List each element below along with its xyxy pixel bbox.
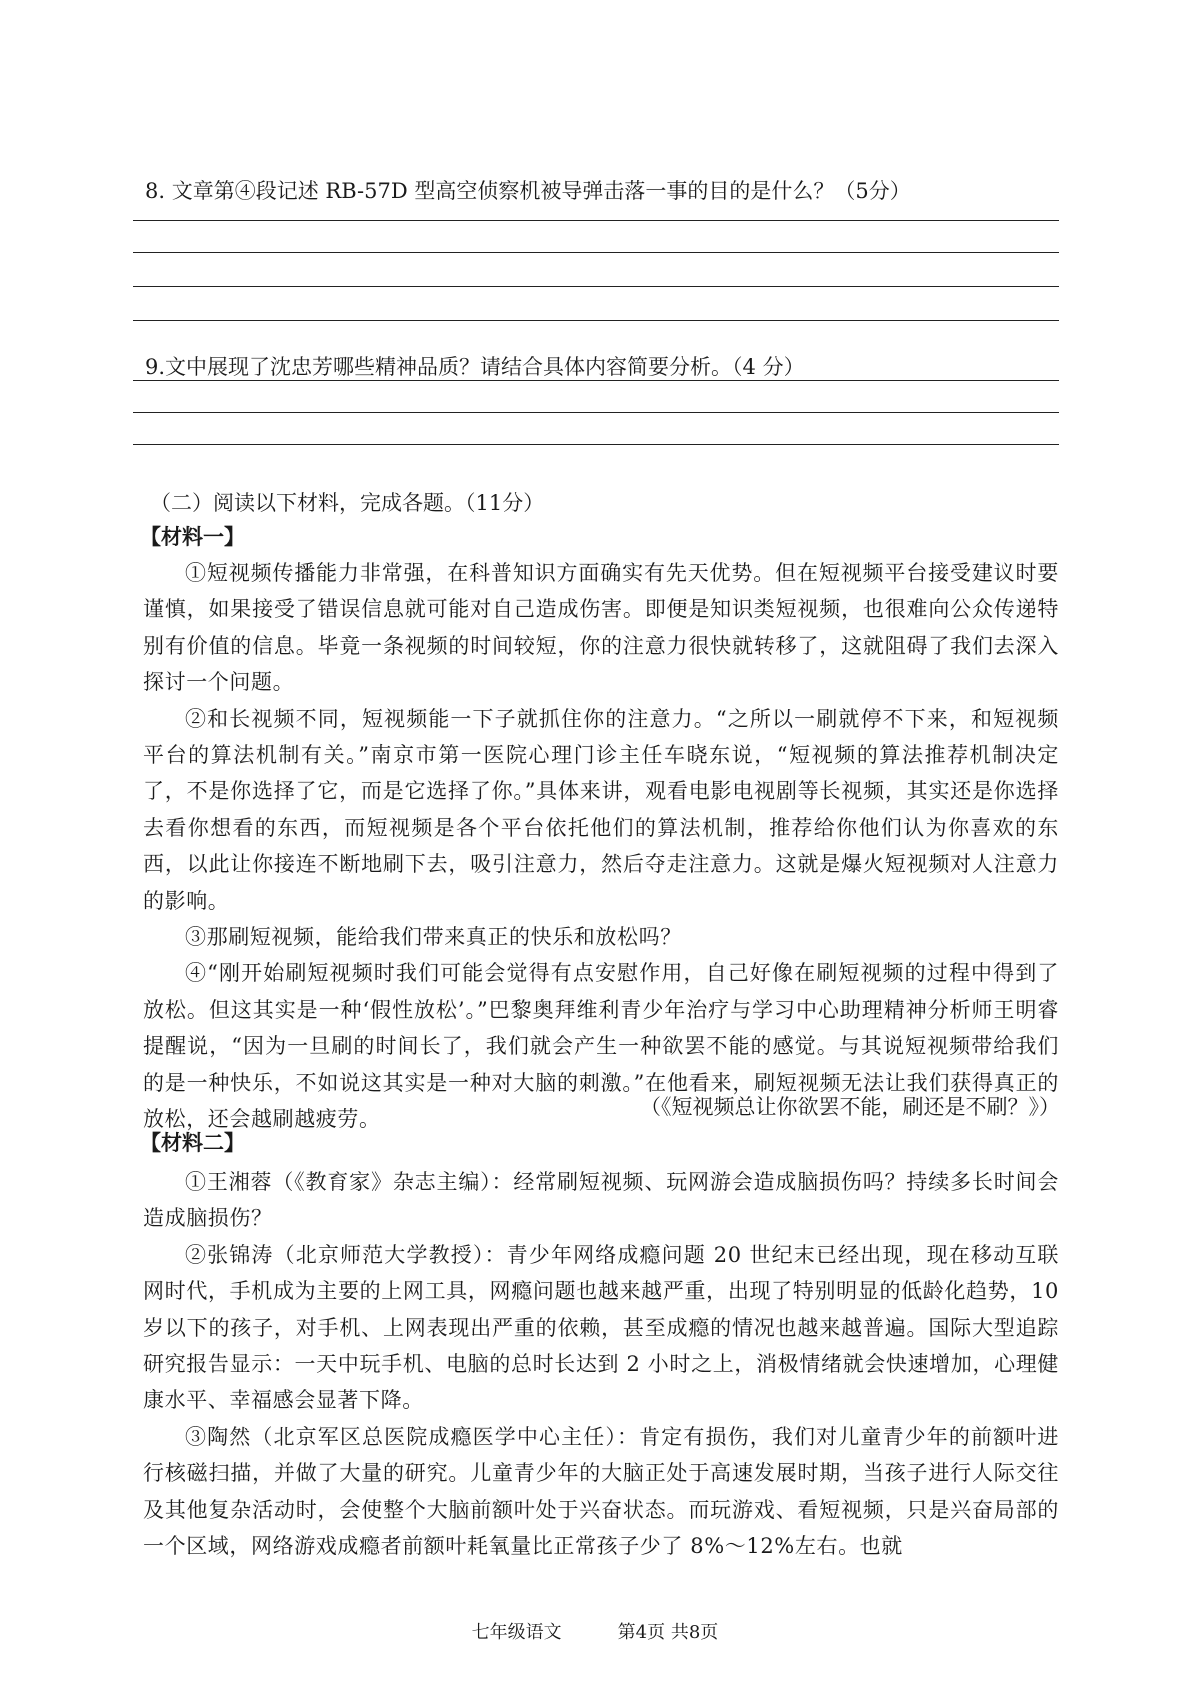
- material-2-text: [143, 1164, 1059, 1564]
- question-8: 8. 文章第④段记述 RB-57D 型高空侦察机被导弹击落一事的目的是什么？（5分）: [145, 179, 911, 203]
- material-1-text: [143, 555, 1059, 1138]
- paragraph: ②和长视频不同，短视频能一下子就抓住你的注意力。“之所以一刷就停不下来，和短视频平台的算法机制有关。”南京市第一医院心理门诊主任车晓东说，“短视频的算法推荐机制决定了，不是你选择了它，而是它选择了你。”具体来讲，观看电影电视剧等长视频，其实还是你选择去看你想看的东西，而短视频是各个平台依托他们的算法机制，推荐给你他们认为你喜欢的东西，以此让你接连不断地刷下去，吸引注意力，然后夺走注意力。这就是爆火短视频对人注意力的影响。: [143, 706, 1059, 913]
- paragraph: ①短视频传播能力非常强，在科普知识方面确实有先天优势。但在短视频平台接受建议时要谨慎，如果接受了错误信息就可能对自己造成伤害。即便是知识类短视频，也很难向公众传递特别有价值的信息。毕竟一条视频的时间较短，你的注意力很快就转移了，这就阻碍了我们去深入探讨一个问题。: [143, 561, 1059, 695]
- answer-line: [133, 252, 1059, 253]
- paragraph: ④“刚开始刷短视频时我们可能会觉得有点安慰作用，自己好像在刷短视频的过程中得到了放松。但这其实是一种‘假性放松’。”巴黎奥拜维利青少年治疗与学习中心助理精神分析师王明睿提醒说，“因为一旦刷的时间长了，我们就会产生一种欲罢不能的感觉。与其说短视频带给我们的是一种快乐，不如说这其实是一种对大脑的刺激。”在他看来，刷短视频无法让我们获得真正的放松，还会越刷越疲劳。: [143, 961, 1059, 1132]
- paragraph: ①王湘蓉（《教育家》杂志主编）：经常刷短视频、玩网游会造成脑损伤吗？持续多长时间会造成脑损伤？: [143, 1170, 1059, 1231]
- answer-line: [133, 380, 1059, 381]
- paragraph: ③那刷短视频，能给我们带来真正的快乐和放松吗？: [185, 925, 682, 950]
- answer-line: [133, 412, 1059, 413]
- paragraph: ③陶然（北京军区总医院成瘾医学中心主任）：肯定有损伤，我们对儿童青少年的前额叶进行核磁扫描，并做了大量的研究。儿童青少年的大脑正处于高速发展时期，当孩子进行人际交往及其他复杂活动时，会使整个大脑前额叶处于兴奋状态。而玩游戏、看短视频，只是兴奋局部的一个区域，网络游戏成瘾者前额叶耗氧量比正常孩子少了 8%～12%左右。也就: [143, 1424, 1059, 1559]
- page-footer: [0, 1620, 1190, 1646]
- material-1-label: 【材料一】: [140, 524, 245, 549]
- answer-line: [133, 444, 1059, 445]
- material-1-source: （《短视频总让你欲罢不能，刷还是不刷？》）: [640, 1095, 1060, 1119]
- question-9: 9.文中展现了沈忠芳哪些精神品质？请结合具体内容简要分析。（4 分）: [145, 355, 805, 379]
- answer-line: [133, 220, 1059, 221]
- paragraph: ②张锦涛（北京师范大学教授）：青少年网络成瘾问题 20 世纪末已经出现，现在移动互联网时代，手机成为主要的上网工具，网瘾问题也越来越严重，出现了特别明显的低龄化趋势，10 岁以下的孩子，对手机、上网表现出严重的依赖，甚至成瘾的情况也越来越普遍。国际大型追踪研究报告显示：一天中玩手机、电脑的总时长达到 2 小时之上，消极情绪就会快速增加，心理健康水平、幸福感会显著下降。: [143, 1242, 1059, 1413]
- footer-subject: 七年级语文: [471, 1622, 562, 1643]
- material-2-label: 【材料二】: [140, 1130, 245, 1155]
- footer-page-number: 第4页 共8页: [617, 1622, 719, 1643]
- answer-line: [133, 286, 1059, 287]
- answer-line: [133, 320, 1059, 321]
- section-heading: （二）阅读以下材料，完成各题。（11分）: [150, 491, 545, 515]
